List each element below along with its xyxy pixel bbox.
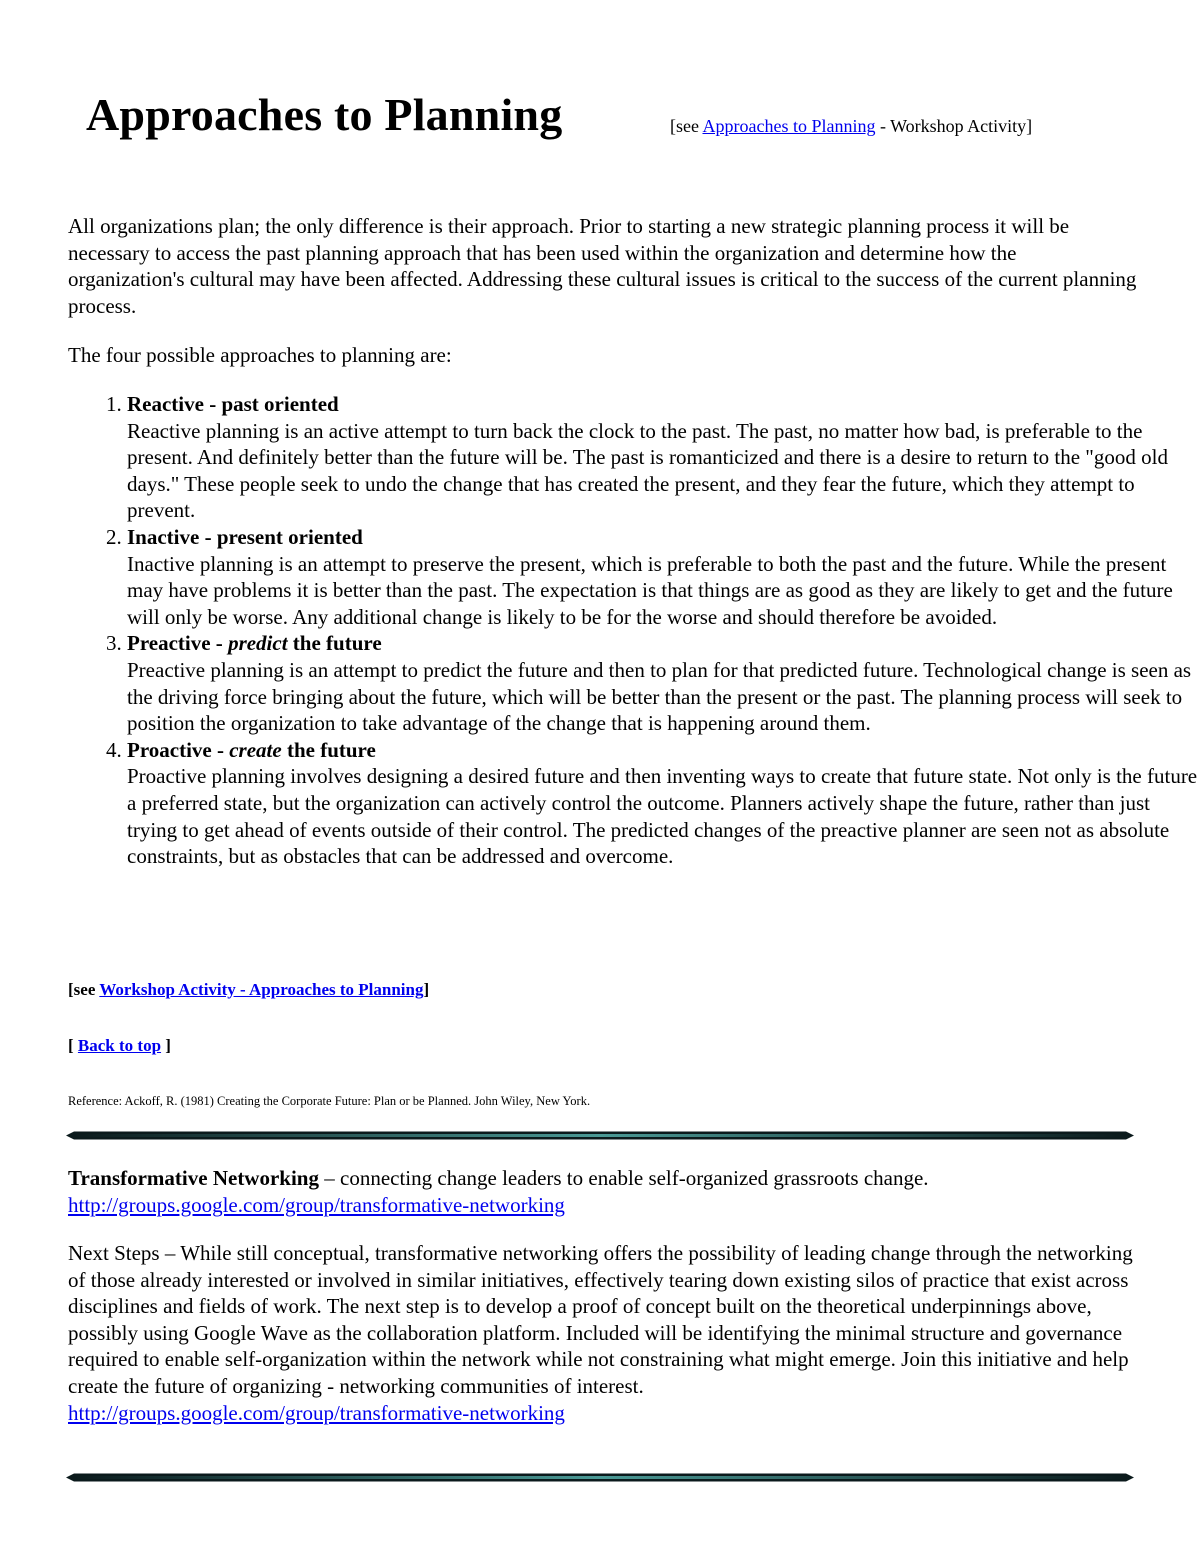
approach-item-preactive	[127, 630, 1199, 736]
approaches-to-planning-link[interactable]: Approaches to Planning	[702, 116, 876, 136]
approach-title: Reactive - past oriented	[127, 392, 339, 416]
approaches-lead: The four possible approaches to planning are:	[68, 343, 452, 367]
next-steps-url[interactable]: http://groups.google.com/group/transformative-networking	[68, 1400, 565, 1425]
transformative-networking-block	[68, 1165, 1138, 1218]
approaches-list	[68, 391, 1199, 870]
approach-title: Inactive - present oriented	[127, 524, 363, 549]
approach-description: Proactive planning involves designing a desired future and then inventing ways to create that future state. Not only is the future a preferred state, but the organization can actively control the outcome. Planners actively shape the future, rather than just trying to get ahead of events outside of their control. The predicted changes of the preactive planner are seen not as absolute constraints, but as obstacles that can be addressed and overcome.	[127, 764, 1198, 869]
approach-item-proactive	[127, 737, 1199, 870]
approach-item-reactive	[127, 391, 1199, 524]
next-steps-text: Next Steps – While still conceptual, transformative networking offers the possibility of leading change through the networking of those already interested or involved in similar initiatives, effectively tearing down existing silos of practice that exist across disciplines and fields of work. The next step is to develop a proof of concept built on the theoretical underpinnings above, possibly using Google Wave as the collaboration platform. Included will be identifying the minimal structure and governance required to enable self-organization within the network while not constraining what might emerge. Join this initiative and help create the future of organizing - networking communities of interest.	[68, 1241, 1133, 1398]
approach-description: Preactive planning is an attempt to predict the future and then to plan for that predicted future. Technological change is seen as the driving force bringing about the future, which will be better than the present or the past. The planning process will seek to position the organization to take advantage of the change that is happening around them.	[127, 657, 1192, 736]
back-to-top: [ Back to top ]	[68, 1036, 171, 1055]
approach-description: Reactive planning is an active attempt to turn back the clock to the past. The past, no matter how bad, is preferable to the present. And definitely better than the future will be. The past is romanticized and there is a desire to return to the "good old days." These people seek to undo the change that has created the present, and they fear the future, which they attempt to prevent.	[127, 418, 1168, 523]
approach-title: Proactive - create the future	[127, 737, 376, 762]
ornamental-divider	[66, 1131, 1134, 1140]
approach-item-inactive	[127, 524, 1199, 630]
reference-citation: Reference: Ackoff, R. (1981) Creating the Corporate Future: Plan or be Planned. John Wiley, New York.	[68, 1094, 591, 1108]
transformative-networking-tagline: – connecting change leaders to enable self-organized grassroots change.	[319, 1166, 929, 1190]
transformative-networking-title: Transformative Networking	[68, 1166, 319, 1190]
see-workshop-note: [see Approaches to Planning - Workshop Activity]	[670, 116, 1033, 136]
back-to-top-link[interactable]: Back to top	[77, 1036, 162, 1055]
workshop-activity-link[interactable]: Workshop Activity - Approaches to Planning	[99, 980, 424, 999]
transformative-networking-url[interactable]: http://groups.google.com/group/transformative-networking	[68, 1192, 565, 1217]
page-title: Approaches to Planning	[86, 89, 563, 140]
approach-description: Inactive planning is an attempt to preserve the present, which is preferable to both the past and the future. While the present may have problems it is better than the past. The expectation is that things are as good as they are likely to get and the future will only be worse. Any additional change is likely to be for the worse and should therefore be avoided.	[127, 551, 1173, 629]
approach-title: Preactive - predict the future	[127, 631, 382, 656]
page-header	[86, 88, 1146, 141]
ornamental-divider	[66, 1473, 1134, 1482]
next-steps-block	[68, 1240, 1138, 1426]
intro-paragraph: All organizations plan; the only difference is their approach. Prior to starting a new strategic planning process it will be necessary to access the past planning approach that has been used within the organization and determine how the organization's cultural may have been affected. Addressing these cultural issues is critical to the success of the current planning process.	[68, 214, 1137, 318]
see-workshop-activity: [see Workshop Activity - Approaches to Planning]	[68, 980, 430, 999]
